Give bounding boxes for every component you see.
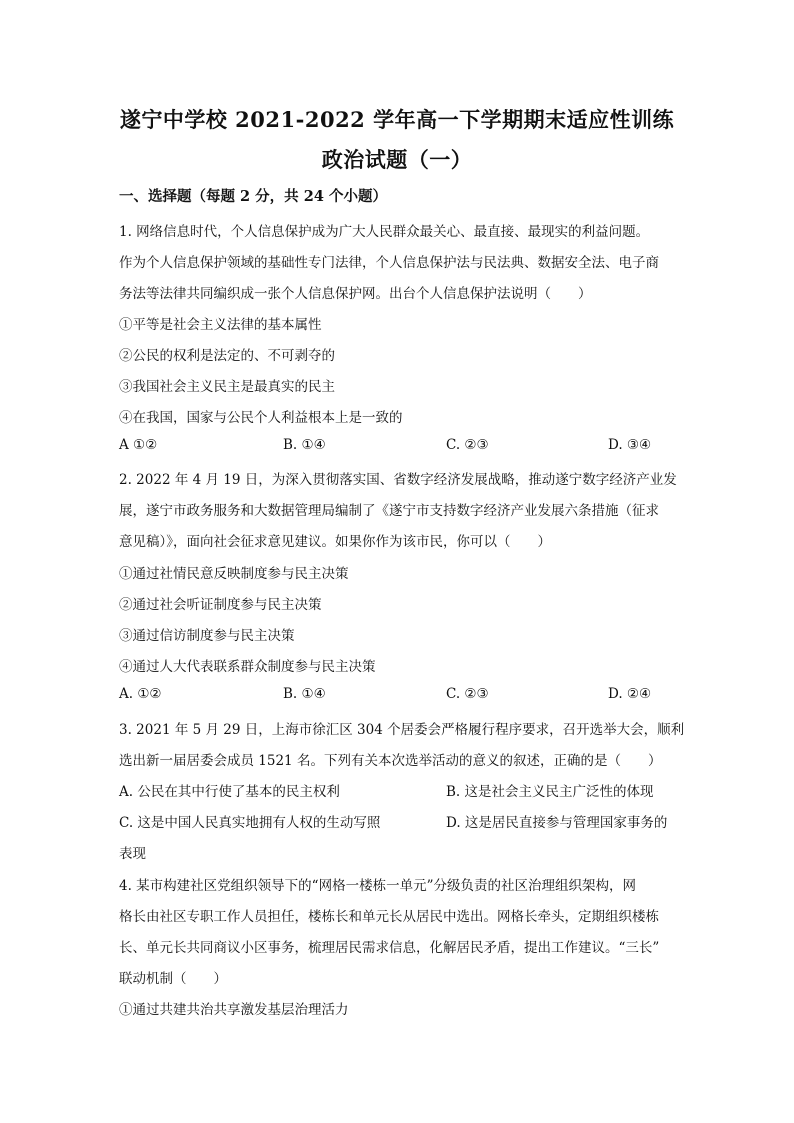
q3-option-a: A. 公民在其中行使了基本的民主权利	[119, 784, 340, 800]
q1-option-a: A ①②	[119, 437, 158, 453]
exam-subtitle: 政治试题（一）	[321, 147, 473, 172]
q2-item: ④通过人大代表联系群众制度参与民主决策	[119, 659, 376, 675]
q3-option-b: B. 这是社会主义民主广泛性的体现	[446, 784, 654, 800]
q3-option-d: D. 这是居民直接参与管理国家事务的	[446, 815, 668, 831]
q1-stem-line: 1. 网络信息时代，个人信息保护成为广大人民群众最关心、最直接、最现实的利益问题。	[119, 224, 650, 240]
q2-stem-line: 2. 2022 年 4 月 19 日，为深入贯彻落实国、省数字经济发展战略，推动遂宁数字经济产业发	[119, 472, 677, 488]
q2-item: ①通过社情民意反映制度参与民主决策	[119, 566, 349, 582]
q1-stem-line: 务法等法律共同编织成一张个人信息保护网。出台个人信息保护法说明（ ）	[119, 286, 592, 302]
q4-stem-line: 4. 某市构建社区党组织领导下的“网格一楼栋一单元”分级负责的社区治理组织架构，网	[119, 878, 636, 894]
q2-option-b: B. ①④	[283, 686, 326, 702]
q3-option-d-continuation: 表现	[119, 846, 146, 862]
q1-option-d: D. ③④	[608, 437, 652, 453]
q2-option-c: C. ②③	[446, 686, 489, 702]
q1-item: ①平等是社会主义法律的基本属性	[119, 317, 322, 333]
q2-option-a: A. ①②	[119, 686, 162, 702]
q4-stem-line: 联动机制（ ）	[119, 971, 227, 987]
q4-stem-line: 长、单元长共同商议小区事务，梳理居民需求信息，化解居民矛盾，提出工作建议。“三长”	[119, 940, 660, 956]
q4-stem-line: 格长由社区专职工作人员担任，楼栋长和单元长从居民中选出。网格长牵头，定期组织楼栋	[119, 909, 659, 925]
q2-option-d: D. ②④	[608, 686, 652, 702]
q3-option-c: C. 这是中国人民真实地拥有人权的生动写照	[119, 815, 381, 831]
q1-item: ④在我国，国家与公民个人利益根本上是一致的	[119, 410, 403, 426]
q2-stem-line: 意见稿）》，面向社会征求意见建议。如果你作为该市民，你可以（ ）	[119, 534, 551, 550]
q3-stem-line: 3. 2021 年 5 月 29 日，上海市徐汇区 304 个居委会严格履行程序要求，召开选举大会，顺利	[119, 722, 685, 738]
q1-option-b: B. ①④	[283, 437, 326, 453]
q1-option-c: C. ②③	[446, 437, 489, 453]
q4-item: ①通过共建共治共享激发基层治理活力	[119, 1002, 349, 1018]
q1-stem-line: 作为个人信息保护领域的基础性专门法律，个人信息保护法与民法典、数据安全法、电子商	[119, 255, 659, 271]
q3-stem-line: 选出新一届居委会成员 1521 名。下列有关本次选举活动的意义的叙述，正确的是（ ）	[119, 753, 662, 769]
q1-item: ②公民的权利是法定的、不可剥夺的	[119, 348, 335, 364]
section-heading: 一、选择题（每题 2 分，共 24 个小题）	[119, 188, 387, 205]
q2-item: ③通过信访制度参与民主决策	[119, 628, 295, 644]
q1-item: ③我国社会主义民主是最真实的民主	[119, 379, 335, 395]
exam-title: 遂宁中学校 2021-2022 学年高一下学期期末适应性训练	[119, 107, 675, 132]
q2-item: ②通过社会听证制度参与民主决策	[119, 597, 322, 613]
q2-stem-line: 展，遂宁市政务服务和大数据管理局编制了《遂宁市支持数字经济产业发展六条措施（征求	[119, 503, 659, 519]
